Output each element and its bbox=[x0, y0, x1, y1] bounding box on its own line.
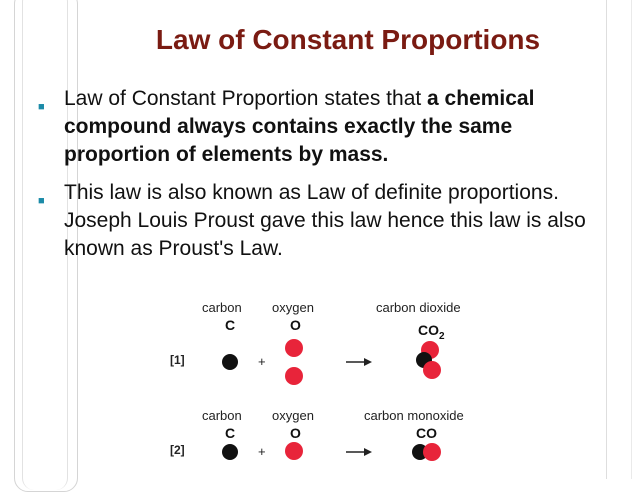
row2-tag: [2] bbox=[170, 443, 185, 457]
row1-oxygen-label: oxygen bbox=[272, 300, 314, 315]
bullet-icon: ■ bbox=[38, 101, 45, 113]
row2-carbon-symbol: C bbox=[225, 425, 236, 441]
row1-plus: + bbox=[258, 354, 266, 369]
row2-oxygen-symbol: O bbox=[290, 425, 301, 441]
bullet-item bbox=[36, 85, 596, 169]
reaction-diagram bbox=[166, 296, 466, 479]
row1-carbon-label: carbon bbox=[202, 300, 242, 315]
row2-carbon-atom bbox=[222, 444, 238, 460]
row1-product-formula-main: CO bbox=[418, 322, 439, 338]
row1-oxygen-atom-bottom bbox=[285, 367, 303, 385]
bullet-text: This law is also known as Law of definite proportions. Joseph Louis Proust gave this law hence this law is also known as Proust's Law. bbox=[64, 181, 586, 260]
row1-product-formula-subscript: 2 bbox=[439, 331, 445, 342]
row1-arrowhead-icon bbox=[364, 358, 372, 366]
row1-product-formula bbox=[418, 322, 445, 342]
row2-product-formula: CO bbox=[416, 425, 437, 441]
row2-oxygen-atom bbox=[285, 442, 303, 460]
row1-carbon-symbol: C bbox=[225, 317, 236, 333]
slide-body bbox=[36, 85, 596, 273]
row2-arrowhead-icon bbox=[364, 448, 372, 456]
bullet-item bbox=[36, 179, 596, 263]
row1-oxygen-symbol: O bbox=[290, 317, 301, 333]
row1-oxygen-atom-top bbox=[285, 339, 303, 357]
reaction-diagram-svg bbox=[166, 296, 466, 479]
row1-product-oxygen-atom-bottom bbox=[423, 361, 441, 379]
row2-oxygen-label: oxygen bbox=[272, 408, 314, 423]
bullet-icon: ■ bbox=[38, 195, 45, 207]
bullet-bold-text: a chemical compound always contains exactly the same proportion of elements by mass. bbox=[64, 87, 535, 166]
row2-carbon-label: carbon bbox=[202, 408, 242, 423]
bullet-text: Law of Constant Proportion states that bbox=[64, 87, 428, 110]
row1-tag: [1] bbox=[170, 353, 185, 367]
decorative-frame-right bbox=[606, 0, 632, 479]
slide-title: Law of Constant Proportions bbox=[155, 24, 541, 55]
row2-plus: + bbox=[258, 444, 266, 459]
row1-product-label: carbon dioxide bbox=[376, 300, 461, 315]
row2-product-label: carbon monoxide bbox=[364, 408, 464, 423]
row2-product-oxygen-atom bbox=[423, 443, 441, 461]
row1-carbon-atom bbox=[222, 354, 238, 370]
